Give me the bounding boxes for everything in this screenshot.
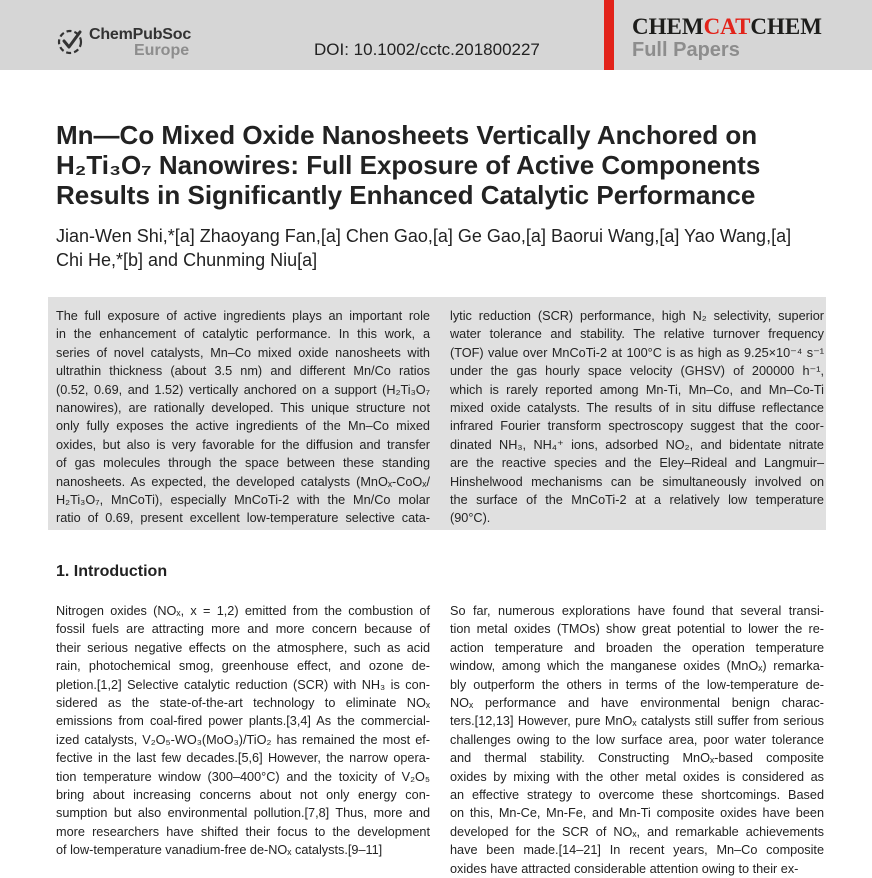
- journal-name-part: CHEM: [750, 14, 822, 39]
- body-line: action temperature and broaden the operation temperature: [450, 640, 824, 655]
- body-line: tion metal oxides (TMOs) show great potential to lower the re-: [450, 622, 824, 637]
- abstract-line: series of novel catalysts, Mn–Co mixed oxide nanosheets with: [56, 345, 430, 360]
- body-line: sumption but also environmental pollution.[7,8] Thus, more and: [56, 806, 430, 821]
- article-section: Full Papers: [632, 39, 740, 61]
- title-line: H₂Ti₃O₇ Nanowires: Full Exposure of Active Components: [56, 150, 761, 180]
- article-title: [56, 120, 836, 210]
- abstract-line: The full exposure of active ingredients plays an important role: [56, 309, 430, 323]
- abstract-line: the surface of the MnCoTi-2 at a relatively low temperature: [450, 493, 824, 508]
- body-line: NOₓ performance and have environmental benign charac-: [450, 696, 824, 711]
- abstract-column-right: [450, 307, 824, 528]
- abstract-line: (TOF) value over MnCoTi-2 at 100°C is as high as 9.25×10⁻⁴ s⁻¹: [450, 345, 824, 360]
- abstract-line: (0.52, 0.69, and 1.52) vertically anchored on a support (H₂Ti₃O₇: [56, 382, 430, 397]
- body-line: their serious negative effects on the atmosphere, such as acid: [56, 640, 430, 655]
- page-header: [0, 0, 872, 70]
- body-line: sidered as the state-of-the-art technology to eliminate NOₓ: [56, 696, 430, 711]
- abstract-line: of gas molecules through the space between these standing: [56, 456, 430, 471]
- title-line: Mn—Co Mixed Oxide Nanosheets Vertically Anchored on: [56, 120, 758, 150]
- abstract-column-left: [56, 307, 430, 528]
- body-line: bring about increasing concerns about not only energy con-: [56, 788, 430, 803]
- abstract-line: infrared Fourier transform spectroscopy suggest that the coor-: [450, 419, 824, 434]
- body-line: rain, photochemical smog, greenhouse effect, and ozone de-: [56, 659, 430, 674]
- author-line: Jian-Wen Shi,*[a] Zhaoyang Fan,[a] Chen Gao,[a] Ge Gao,[a] Baorui Wang,[a] Yao Wang,[a]: [56, 226, 792, 246]
- body-line: ized catalysts, V₂O₅-WO₃(MoO₃)/TiO₂ has remained the most ef-: [56, 732, 430, 747]
- publisher-logo: [56, 24, 206, 64]
- body-line: developed for the SCR of NOₓ, and remarkable achievements: [450, 824, 824, 839]
- abstract-line: in the enhancement of catalytic performance. In this work, a: [56, 327, 430, 342]
- body-line: more researchers have shifted their focus to the development: [56, 824, 430, 839]
- journal-name-part-accent: CAT: [703, 14, 751, 39]
- body-line: fective in the last few decades.[5,6] However, the narrow opera-: [56, 751, 430, 766]
- abstract-line: Hinshelwood mechanisms can be simultaneously involved on: [450, 474, 824, 489]
- body-line: window, among which the manganese oxides (MnOₓ) remarka-: [450, 659, 824, 674]
- abstract-line: dinated NH₃, NH₄⁺ ions, adsorbed NO₂, and bidentate nitrate: [450, 437, 824, 452]
- author-list: [56, 224, 816, 272]
- abstract-line: which is rarely reported among Mn-Ti, Mn–Co, and Mn–Co-Ti: [450, 382, 824, 397]
- abstract-line: H₂Ti₃O₇, MnCoTi), especially MnCoTi-2 with the Mn/Co molar: [56, 493, 430, 508]
- body-line: bly outperform the others in terms of the low-temperature de-: [450, 677, 824, 692]
- abstract-line: lytic reduction (SCR) performance, high N₂ selectivity, superior: [450, 309, 824, 323]
- body-line: ters.[12,13] However, pure MnOₓ catalysts still suffer from serious: [450, 714, 824, 729]
- abstract-line: only fully exposes the active ingredients of the Mn–Co mixed: [56, 419, 430, 434]
- abstract-line: (90°C).: [450, 511, 491, 526]
- abstract-line: mixed oxide catalysts. The results of in situ diffuse reflectance: [450, 401, 824, 416]
- title-line: Results in Significantly Enhanced Catalytic Performance: [56, 180, 756, 210]
- abstract-line: nanowires), are rationally developed. This unique structure not: [56, 401, 430, 416]
- body-line: and thermal stability. Constructing MnOₓ-based composite: [450, 751, 824, 766]
- abstract-line: oxides, but also is very favorable for the diffusion and transfer: [56, 437, 430, 452]
- body-column-right: [450, 602, 824, 878]
- body-line: on this, Mn-Ce, Mn-Fe, and Mn-Ti composite oxides have been: [450, 806, 824, 821]
- body-column-left: [56, 602, 430, 860]
- doi-text[interactable]: DOI: 10.1002/cctc.201800227: [314, 40, 540, 59]
- abstract-line: are the reactive species and the Eley–Rideal and Langmuir–: [450, 456, 824, 471]
- abstract-line: nanosheets. As expected, the developed catalysts (MnOₓ-CoOₓ/: [56, 474, 430, 489]
- section-heading: 1. Introduction: [56, 563, 168, 580]
- body-line: oxides by mixing with the other metal oxides is considered as: [450, 769, 824, 784]
- body-line: oxides have attracted considerable attention owing to their ex-: [450, 861, 799, 876]
- journal-banner: [604, 0, 872, 70]
- abstract-line: water tolerance and stability. The relative turnover frequency: [450, 327, 824, 342]
- abstract-line: ratio of 0.69, present excellent low-temperature selective cata-: [56, 511, 430, 526]
- body-line: Nitrogen oxides (NOₓ, x = 1,2) emitted from the combustion of: [56, 604, 430, 618]
- body-line: pletion.[1,2] Selective catalytic reduction (SCR) with NH₃ is con-: [56, 677, 430, 692]
- body-line: So far, numerous explorations have found that several transi-: [450, 604, 824, 618]
- abstract-line: under the gas hourly space velocity (GHSV) of 200000 h⁻¹,: [450, 364, 824, 379]
- journal-name-part: CHEM: [632, 14, 704, 39]
- publisher-subname: Europe: [134, 42, 190, 59]
- body-line: challenges owing to the low surface area, poor water tolerance: [450, 732, 824, 747]
- body-line: of low-temperature vanadium-free de-NOₓ catalysts.[9–11]: [56, 843, 383, 858]
- body-line: fossil fuels are attracting more and more concern because of: [56, 622, 430, 637]
- abstract-box: [48, 297, 826, 530]
- publisher-name: ChemPubSoc: [89, 26, 192, 43]
- body-line: tion temperature window (300–400°C) and the toxicity of V₂O₅: [56, 769, 430, 784]
- abstract-line: ultrathin thickness (about 3.5 nm) and different Mn/Co ratios: [56, 364, 430, 379]
- body-line: emissions from coal-fired power plants.[3,4] As the commercial-: [56, 714, 430, 729]
- body-line: an effective strategy to overcome these shortcomings. Based: [450, 788, 824, 803]
- author-line: Chi He,*[b] and Chunming Niu[a]: [56, 250, 318, 270]
- body-line: have been made.[14–21] In recent years, Mn–Co composite: [450, 843, 824, 858]
- journal-name: [632, 14, 822, 40]
- chempubsoc-logo-icon: [56, 26, 86, 56]
